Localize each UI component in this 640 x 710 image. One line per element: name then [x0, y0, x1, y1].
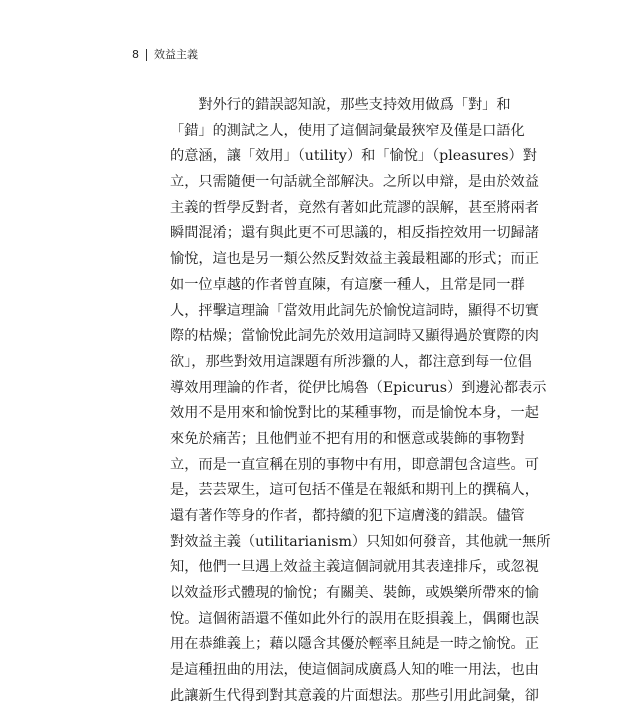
- text-line: 知，他們一旦遇上效益主義這個詞就用其表達排斥，或忽視: [170, 559, 539, 576]
- book-title: 效益主義: [154, 48, 198, 61]
- text-line: 主義的哲學反對者，竟然有著如此荒謬的誤解，甚至將兩者: [170, 199, 539, 216]
- text-line: 導效用理論的作者，從伊比鳩魯（Epicurus）到邊沁都表示: [170, 379, 547, 396]
- text-line: 對外行的錯誤認知說，那些支持效用做爲「對」和: [170, 97, 511, 113]
- text-line: 此讓新生代得到對其意義的片面想法。那些引用此詞彙，卻: [170, 687, 539, 704]
- text-line: 立，只需隨便一句話就全部解決。之所以申辯，是由於效益: [170, 174, 539, 191]
- text-line: 立，而是一直宣稱在別的事物中有用，即意謂包含這些。可: [170, 456, 539, 473]
- text-line: 欲」，那些對效用這課題有所涉獵的人，都注意到每一位倡: [170, 353, 532, 370]
- text-line: 瞬間混淆；還有與此更不可思議的，相反指控效用一切歸諸: [170, 225, 539, 242]
- text-line: 用在恭維義上；藉以隱含其優於輕率且純是一時之愉悅。正: [170, 636, 539, 653]
- text-line: 際的枯燥；當愉悅此詞先於效用這詞時又顯得過於實際的肉: [170, 328, 539, 345]
- text-line: 還有著作等身的作者，都持續的犯下這膚淺的錯誤。儘管: [170, 508, 525, 524]
- running-header: [132, 47, 198, 63]
- body-text: [170, 93, 551, 710]
- text-line: 如一位卓越的作者曾直陳，有這麼一種人，且常是同一群: [170, 276, 525, 293]
- text-line: 的意涵，讓「效用」（utility）和「愉悅」（pleasures）對: [170, 148, 537, 165]
- text-line: 悅。這個術語還不僅如此外行的誤用在貶損義上，偶爾也誤: [170, 610, 539, 627]
- text-line: 是，芸芸眾生，這可包括不僅是在報紙和期刊上的撰稿人，: [170, 482, 539, 499]
- text-line: 是這種扭曲的用法，使這個詞成廣爲人知的唯一用法，也由: [170, 662, 539, 679]
- text-line: 人，抨擊這理論「當效用此詞先於愉悅這詞時，顯得不切實: [170, 302, 539, 319]
- header-divider: [146, 49, 147, 61]
- text-line: 愉悅，這也是另一類公然反對效益主義最粗鄙的形式；而正: [170, 251, 539, 268]
- page-number: 8: [132, 48, 139, 61]
- text-line: 「錯」的測試之人，使用了這個詞彙最狹窄及僅是口語化: [170, 122, 525, 139]
- text-line: 對效益主義（utilitarianism）只知如何發音，其他就一無所: [170, 533, 551, 550]
- text-line: 來免於痛苦；且他們並不把有用的和愜意或裝飾的事物對: [170, 430, 525, 447]
- text-line: 以效益形式體現的愉悅；有關美、裝飾，或娛樂所帶來的愉: [170, 585, 539, 602]
- text-line: 效用不是用來和愉悅對比的某種事物，而是愉悅本身，一起: [170, 405, 539, 422]
